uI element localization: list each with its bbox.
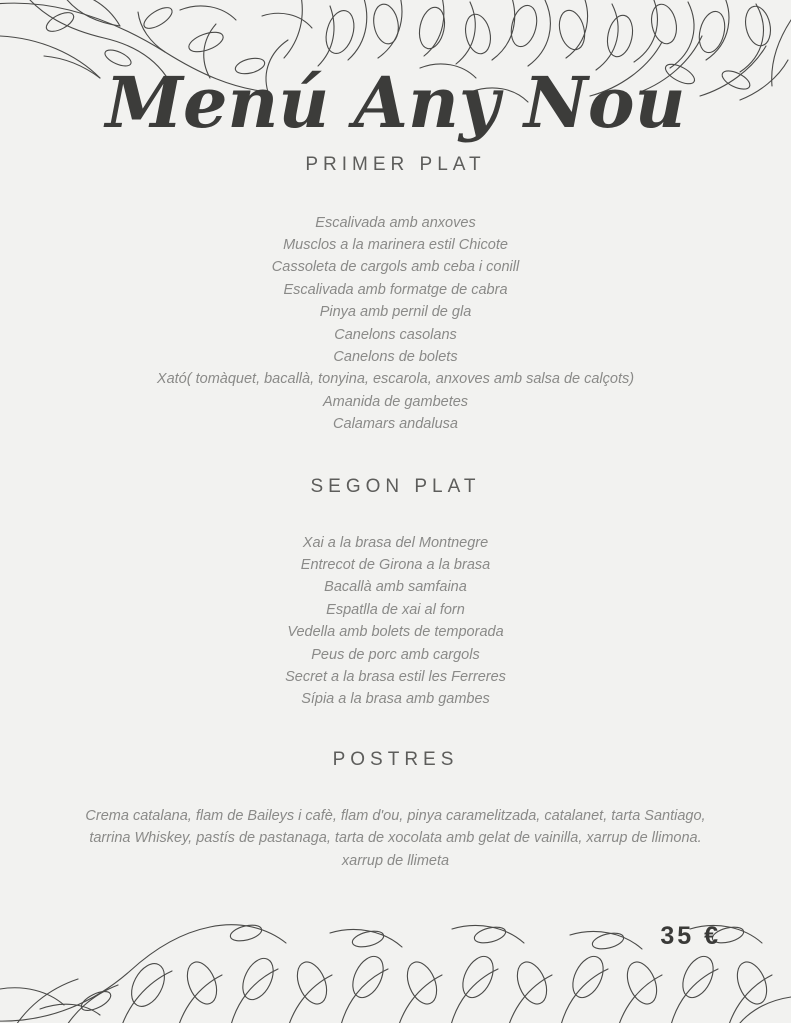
list-item: Escalivada amb formatge de cabra bbox=[283, 281, 508, 298]
list-item: Escalivada amb anxoves bbox=[315, 214, 476, 231]
desserts-line: xarrup de llimeta bbox=[341, 852, 450, 869]
desserts-paragraph bbox=[46, 805, 746, 872]
list-item: Calamars andalusa bbox=[333, 416, 458, 433]
list-item: Canelons casolans bbox=[334, 326, 457, 343]
list-item: Espatlla de xai al forn bbox=[326, 601, 465, 618]
list-item: Bacallà amb samfaina bbox=[324, 579, 467, 596]
desserts-line: Crema catalana, flam de Baileys i cafè, flam d'ou, pinya caramelitzada, catalanet, tarta Santiago, bbox=[85, 807, 706, 824]
list-item: Musclos a la marinera estil Chicote bbox=[283, 236, 508, 253]
page-title: Menú Any Nou bbox=[105, 61, 686, 144]
section-heading-postres: POSTRES bbox=[332, 748, 459, 770]
list-item: Sípia a la brasa amb gambes bbox=[301, 691, 490, 708]
section-spacer bbox=[0, 711, 791, 749]
price-label: 35 € bbox=[660, 922, 721, 950]
list-item: Vedella amb bolets de temporada bbox=[287, 624, 504, 641]
list-item: Xató( tomàquet, bacallà, tonyina, escarola, anxoves amb salsa de calçots) bbox=[156, 371, 635, 388]
list-item: Cassoleta de cargols amb ceba i conill bbox=[271, 259, 520, 276]
list-item: Canelons de bolets bbox=[333, 348, 458, 365]
section-heading-segon: SEGON PLAT bbox=[310, 475, 481, 497]
desserts-line: tarrina Whiskey, pastís de pastanaga, tarta de xocolata amb gelat de vainilla, xarrup de llimona. bbox=[89, 830, 702, 847]
list-item: Xai a la brasa del Montnegre bbox=[302, 534, 489, 551]
section-spacer bbox=[0, 436, 791, 476]
dish-list-segon bbox=[0, 532, 791, 711]
list-item: Entrecot de Girona a la brasa bbox=[300, 556, 491, 573]
list-item: Secret a la brasa estil les Ferreres bbox=[285, 669, 506, 685]
list-item: Peus de porc amb cargols bbox=[311, 646, 480, 663]
list-item: Amanida de gambetes bbox=[322, 393, 469, 410]
list-item: Pinya amb pernil de gla bbox=[319, 304, 472, 321]
section-heading-primer: PRIMER PLAT bbox=[305, 153, 486, 175]
dish-list-primer bbox=[0, 212, 791, 436]
